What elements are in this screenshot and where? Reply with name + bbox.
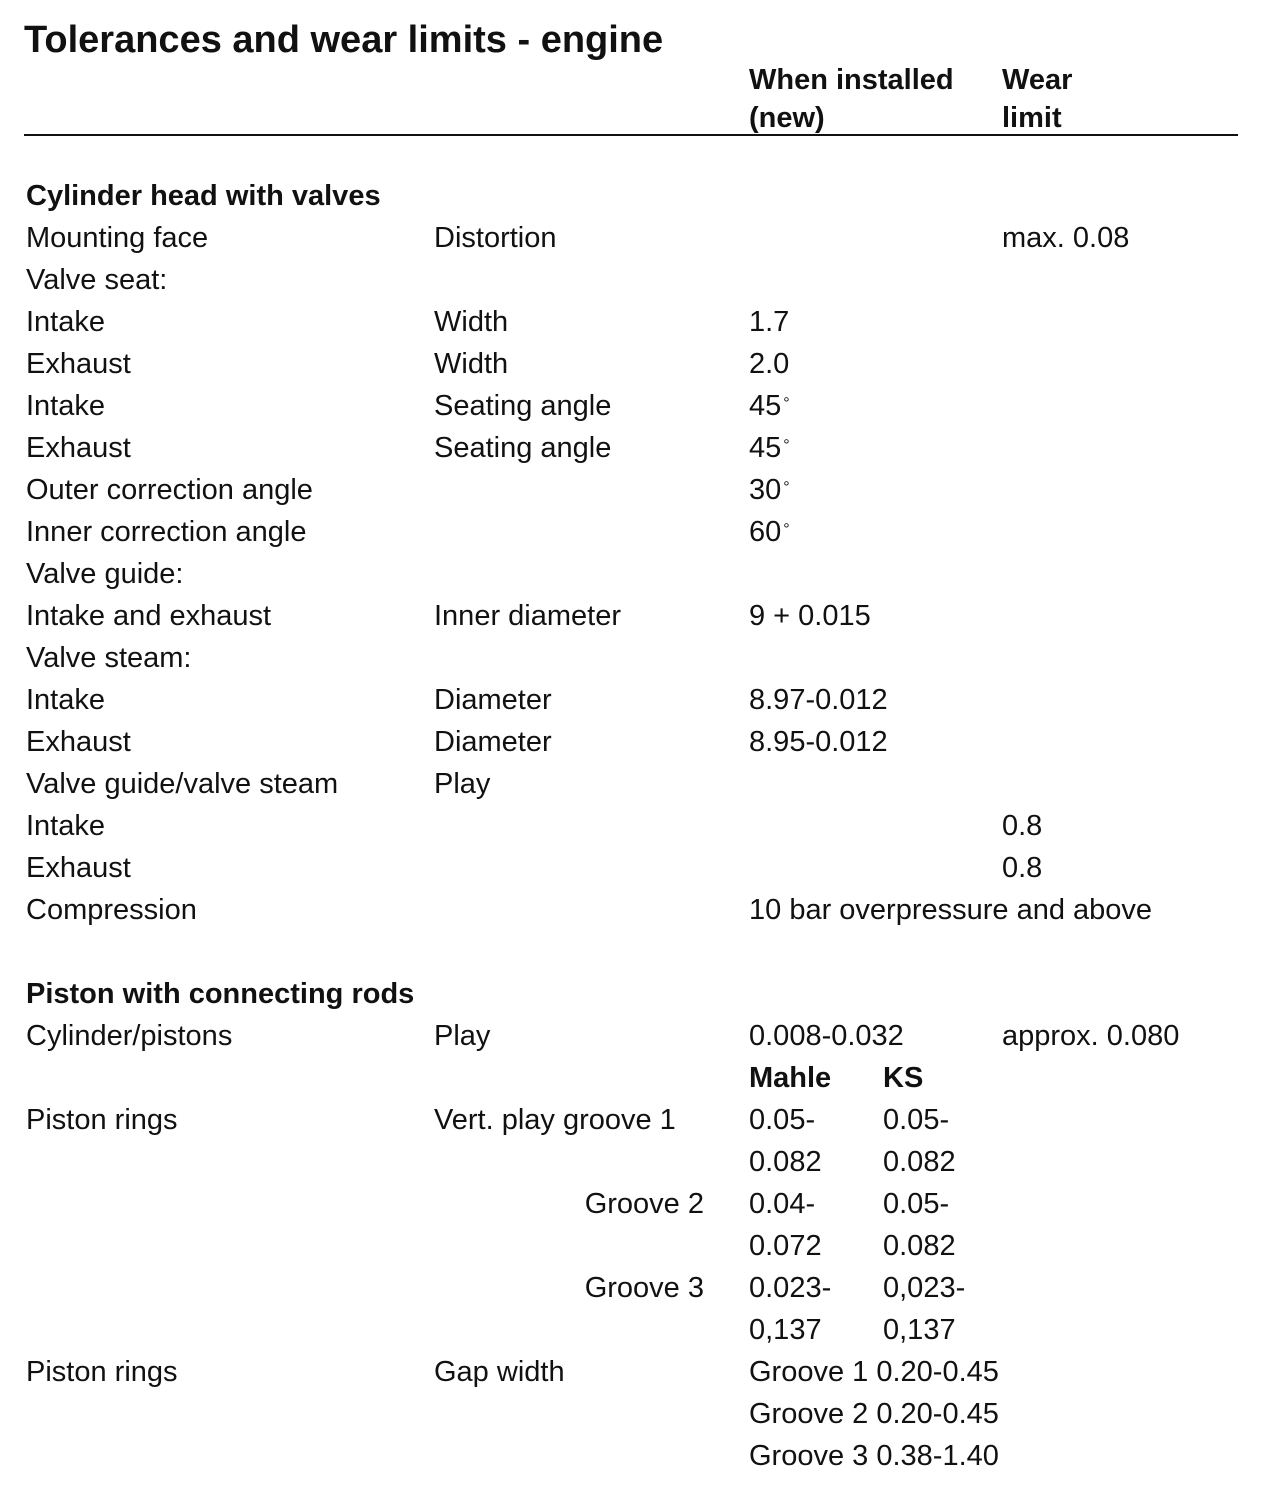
gap-value: Groove 1 0.20-0.45 xyxy=(749,1356,999,1388)
row-param-label: Width xyxy=(434,348,509,380)
row-item-label: Exhaust xyxy=(26,726,131,758)
row-installed-value: 30 ° xyxy=(749,474,790,506)
row-item-label: Compression xyxy=(26,894,197,926)
row-installed-value: 10 bar overpressure and above xyxy=(749,894,1153,926)
gap-value: Groove 2 0.20-0.45 xyxy=(749,1398,999,1430)
groove-ks-value: 0,137 xyxy=(883,1314,956,1346)
groove-mahle-value: 0.072 xyxy=(749,1230,822,1262)
page-title: Tolerances and wear limits - engine xyxy=(24,19,664,61)
row-item-label: Intake xyxy=(26,684,105,716)
header-wear-line2: limit xyxy=(1002,102,1062,134)
row-param-label: Seating angle xyxy=(434,390,612,422)
row-installed-value: 60 ° xyxy=(749,516,790,548)
row-param-label: Inner diameter xyxy=(434,600,621,632)
groove-label: Groove 3 xyxy=(584,1272,704,1304)
gap-item-label: Piston rings xyxy=(26,1356,178,1388)
groove-ks-value: 0,023- xyxy=(883,1272,966,1304)
row-installed-value: 9 + 0.015 xyxy=(749,600,871,632)
row-wear-value: 0.8 xyxy=(1002,810,1043,842)
groove-mahle-value: 0,137 xyxy=(749,1314,822,1346)
row-installed-value: 0.008-0.032 xyxy=(749,1020,904,1052)
row-installed-value: 2.0 xyxy=(749,348,790,380)
groove-ks-value: 0.082 xyxy=(883,1146,956,1178)
row-installed-value: 8.95-0.012 xyxy=(749,726,888,758)
degree-mark: ° xyxy=(783,437,790,454)
gap-param-label: Gap width xyxy=(434,1356,565,1388)
groove-label: Vert. play groove 1 xyxy=(434,1104,676,1136)
degree-mark: ° xyxy=(783,395,790,412)
row-param-label: Diameter xyxy=(434,726,552,758)
brand-ks: KS xyxy=(883,1062,924,1094)
row-param-label: Seating angle xyxy=(434,432,612,464)
row-item-label: Cylinder/pistons xyxy=(26,1020,233,1052)
groove-ks-value: 0.05- xyxy=(883,1188,950,1220)
row-item-label: Valve seat: xyxy=(26,264,168,296)
row-item-label: Exhaust xyxy=(26,432,131,464)
groove-mahle-value: 0.023- xyxy=(749,1272,832,1304)
row-item-label: Exhaust xyxy=(26,852,131,884)
row-item-label: Valve guide/valve steam xyxy=(26,768,339,800)
row-installed-value: 1.7 xyxy=(749,306,790,338)
row-item-label: Inner correction angle xyxy=(26,516,307,548)
row-item-label: Mounting face xyxy=(26,222,209,254)
row-item-label: Intake xyxy=(26,810,105,842)
piston-rings-label: Piston rings xyxy=(26,1104,178,1136)
groove-mahle-value: 0.05- xyxy=(749,1104,816,1136)
row-installed-value: 45 ° xyxy=(749,432,790,464)
gap-value: Groove 3 0.38-1.40 xyxy=(749,1440,999,1472)
row-param-label: Distortion xyxy=(434,222,557,254)
row-item-label: Intake xyxy=(26,390,105,422)
degree-mark: ° xyxy=(783,479,790,496)
row-wear-value: max. 0.08 xyxy=(1002,222,1130,254)
row-param-label: Diameter xyxy=(434,684,552,716)
groove-ks-value: 0.05- xyxy=(883,1104,950,1136)
row-wear-value: 0.8 xyxy=(1002,852,1043,884)
row-installed-value: 8.97-0.012 xyxy=(749,684,888,716)
header-divider xyxy=(24,134,1238,136)
row-param-label: Width xyxy=(434,306,509,338)
groove-mahle-value: 0.082 xyxy=(749,1146,822,1178)
row-param-label: Play xyxy=(434,1020,491,1052)
row-wear-value: approx. 0.080 xyxy=(1002,1020,1180,1052)
row-item-label: Intake xyxy=(26,306,105,338)
groove-label: Groove 2 xyxy=(584,1188,704,1220)
row-item-label: Valve guide: xyxy=(26,558,184,590)
row-installed-value: 45 ° xyxy=(749,390,790,422)
row-param-label: Play xyxy=(434,768,491,800)
section-heading-cylinder-head: Cylinder head with valves xyxy=(26,180,381,212)
row-item-label: Exhaust xyxy=(26,348,131,380)
row-item-label: Intake and exhaust xyxy=(26,600,272,632)
section-heading-piston: Piston with connecting rods xyxy=(26,978,415,1010)
row-item-label: Valve steam: xyxy=(26,642,192,674)
header-installed-line2: (new) xyxy=(749,102,825,134)
header-wear-line1: Wear xyxy=(1002,64,1073,96)
groove-mahle-value: 0.04- xyxy=(749,1188,816,1220)
groove-ks-value: 0.082 xyxy=(883,1230,956,1262)
row-item-label: Outer correction angle xyxy=(26,474,313,506)
brand-mahle: Mahle xyxy=(749,1062,832,1094)
degree-mark: ° xyxy=(783,521,790,538)
header-installed-line1: When installed xyxy=(749,64,954,96)
